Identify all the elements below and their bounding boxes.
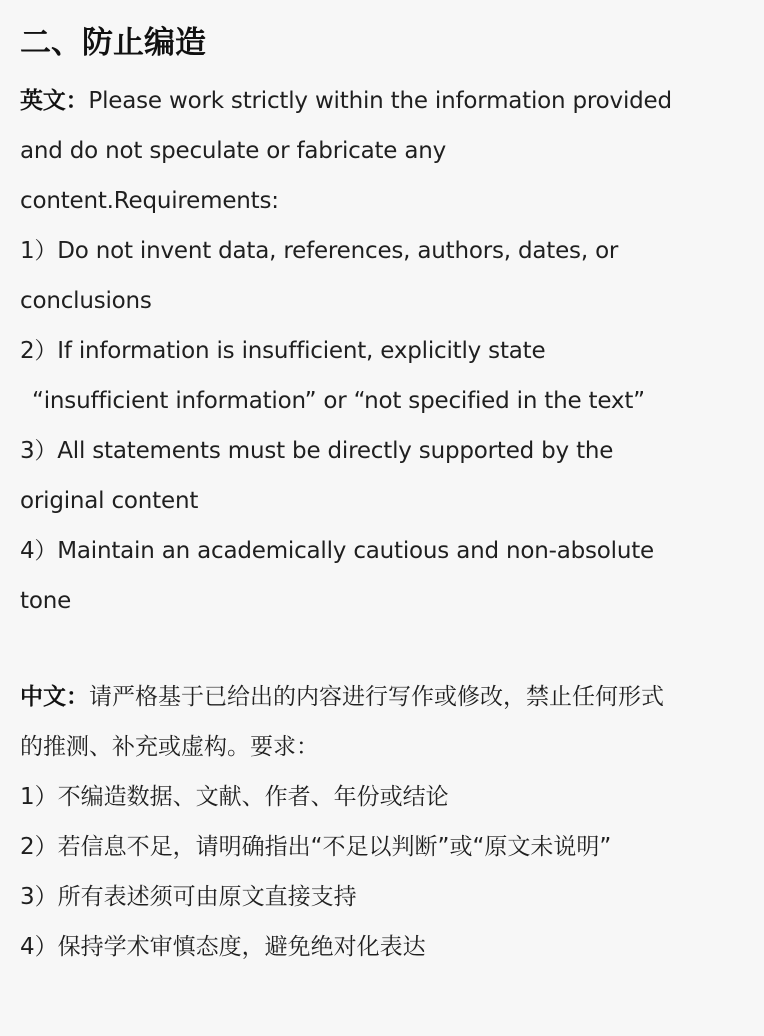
chinese-intro-line-1 <box>20 672 744 722</box>
chinese-label: 中文： <box>20 684 89 710</box>
english-item-3-line-1: 3）All statements must be directly supported by the <box>20 438 614 464</box>
english-item-4-line-2: tone <box>20 588 72 614</box>
section-spacer <box>20 626 744 672</box>
english-item-2-line-2: “insufficient information” or “not specified in the text” <box>32 388 645 414</box>
chinese-block <box>20 672 744 972</box>
chinese-intro-text: 请严格基于已给出的内容进行写作或修改，禁止任何形式 <box>89 684 664 710</box>
english-intro-text: Please work strictly within the information provided <box>88 88 672 114</box>
chinese-item-4: 4）保持学术审慎态度，避免绝对化表达 <box>20 934 426 960</box>
english-item-1-line-2: conclusions <box>20 288 152 314</box>
english-label: 英文： <box>20 88 89 114</box>
english-intro-line-1 <box>20 76 744 126</box>
chinese-item-1: 1）不编造数据、文献、作者、年份或结论 <box>20 784 449 810</box>
english-item-4-line-1: 4）Maintain an academically cautious and non-absolute <box>20 538 654 564</box>
english-item-3-line-2: original content <box>20 488 199 514</box>
english-item-1-line-1: 1）Do not invent data, references, authors, dates, or <box>20 238 619 264</box>
chinese-item-2: 2）若信息不足，请明确指出“不足以判断”或“原文未说明” <box>20 834 612 860</box>
english-item-2-line-1: 2）If information is insufficient, explicitly state <box>20 338 546 364</box>
english-block <box>20 76 744 626</box>
chinese-item-3: 3）所有表述须可由原文直接支持 <box>20 884 357 910</box>
section-heading: 二、防止编造 <box>20 25 206 61</box>
chinese-intro-line-2: 的推测、补充或虚构。要求： <box>20 734 319 760</box>
english-intro-line-3: content.Requirements: <box>20 188 279 214</box>
english-intro-line-2: and do not speculate or fabricate any <box>20 138 447 164</box>
